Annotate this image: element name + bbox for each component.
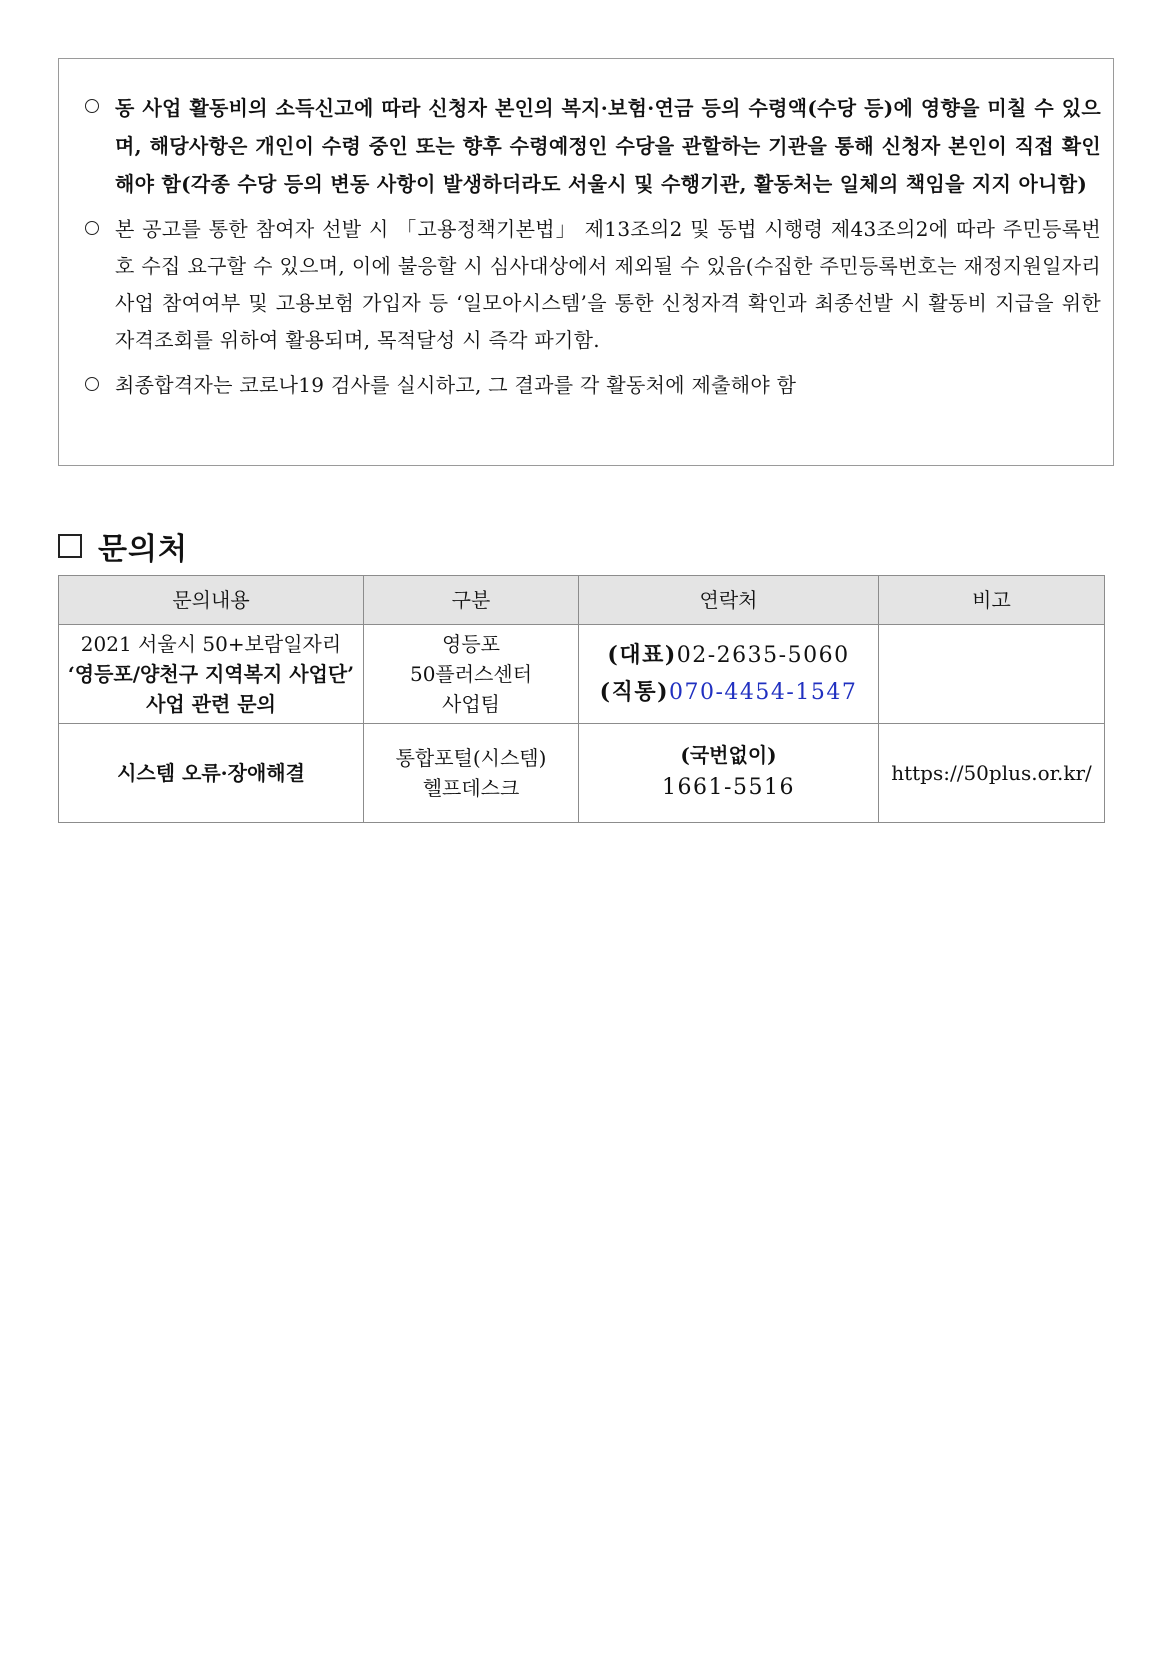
header-inquiry: 문의내용 — [59, 576, 364, 625]
contact-label: (국번없이) — [680, 743, 777, 767]
division-line: 영등포 — [442, 632, 500, 656]
notice-text: 최종합격자는 코로나19 검사를 실시하고, 그 결과를 각 활동처에 제출해야 함 — [115, 373, 797, 397]
notice-text: 본 공고를 통한 참여자 선발 시 「고용정책기본법」 제13조의2 및 동법 시행령 제43조의2에 따라 주민등록번호 수집 요구할 수 있으며, 이에 불응할 시 심사대상에서 제외될 수 있음(수집한 주민등록번호는 재정지원일자리사업 참여여부 및 고용보험 가입자 등 ‘일모아시스템’을 통한 신청자격 확인과 최종선발 시 활동비 지급을 위한 자격조회를 위하여 활용되며, 목적달성 시 즉각 파기함. — [115, 217, 1101, 352]
section-title: 문의처 — [98, 532, 188, 567]
main-phone — [583, 637, 874, 674]
circle-bullet-icon — [85, 221, 99, 235]
header-note: 비고 — [879, 576, 1105, 625]
inquiry-line: ‘영등포/양천구 지역복지 사업단’ — [67, 662, 355, 686]
division-line: 50플러스센터 — [409, 662, 533, 686]
checkbox-square-icon — [58, 534, 82, 558]
note-cell — [879, 625, 1105, 724]
main-phone-label: (대표) — [607, 642, 677, 668]
table-row — [59, 724, 1105, 823]
division-line: 사업팀 — [442, 692, 500, 716]
direct-phone-number: 070-4454-1547 — [668, 680, 858, 705]
header-contact: 연락처 — [579, 576, 879, 625]
division-line: 헬프데스크 — [422, 776, 520, 800]
inquiry-cell — [59, 625, 364, 724]
circle-bullet-icon — [85, 377, 99, 391]
header-division: 구분 — [364, 576, 579, 625]
division-cell — [364, 724, 579, 823]
division-cell — [364, 625, 579, 724]
contact-cell — [579, 625, 879, 724]
table-row — [59, 625, 1105, 724]
section-heading — [58, 524, 188, 568]
contact-table — [58, 575, 1105, 823]
notice-item — [83, 211, 1101, 359]
direct-phone — [583, 674, 874, 711]
circle-bullet-icon — [85, 99, 99, 113]
contact-cell — [579, 724, 879, 823]
website-link[interactable]: https://50plus.or.kr/ — [879, 724, 1105, 823]
contact-number: 1661-5516 — [662, 775, 795, 800]
notice-item — [83, 89, 1101, 203]
table-header-row — [59, 576, 1105, 625]
direct-phone-label: (직통) — [599, 679, 669, 705]
notice-item — [83, 367, 1101, 404]
main-phone-number: 02-2635-5060 — [676, 643, 850, 668]
notice-box — [58, 58, 1114, 466]
inquiry-cell: 시스템 오류·장애해결 — [59, 724, 364, 823]
division-line: 통합포털(시스템) — [395, 746, 547, 770]
inquiry-line: 사업 관련 문의 — [146, 692, 276, 716]
notice-text: 동 사업 활동비의 소득신고에 따라 신청자 본인의 복지·보험·연금 등의 수령액(수당 등)에 영향을 미칠 수 있으며, 해당사항은 개인이 수령 중인 또는 향후 수령예정인 수당을 관할하는 기관을 통해 신청자 본인이 직접 확인해야 함(각종 수당 등의 변동 사항이 발생하더라도 서울시 및 수행기관, 활동처는 일체의 책임을 지지 아니함) — [115, 96, 1101, 196]
inquiry-line: 2021 서울시 50+보람일자리 — [80, 632, 342, 656]
